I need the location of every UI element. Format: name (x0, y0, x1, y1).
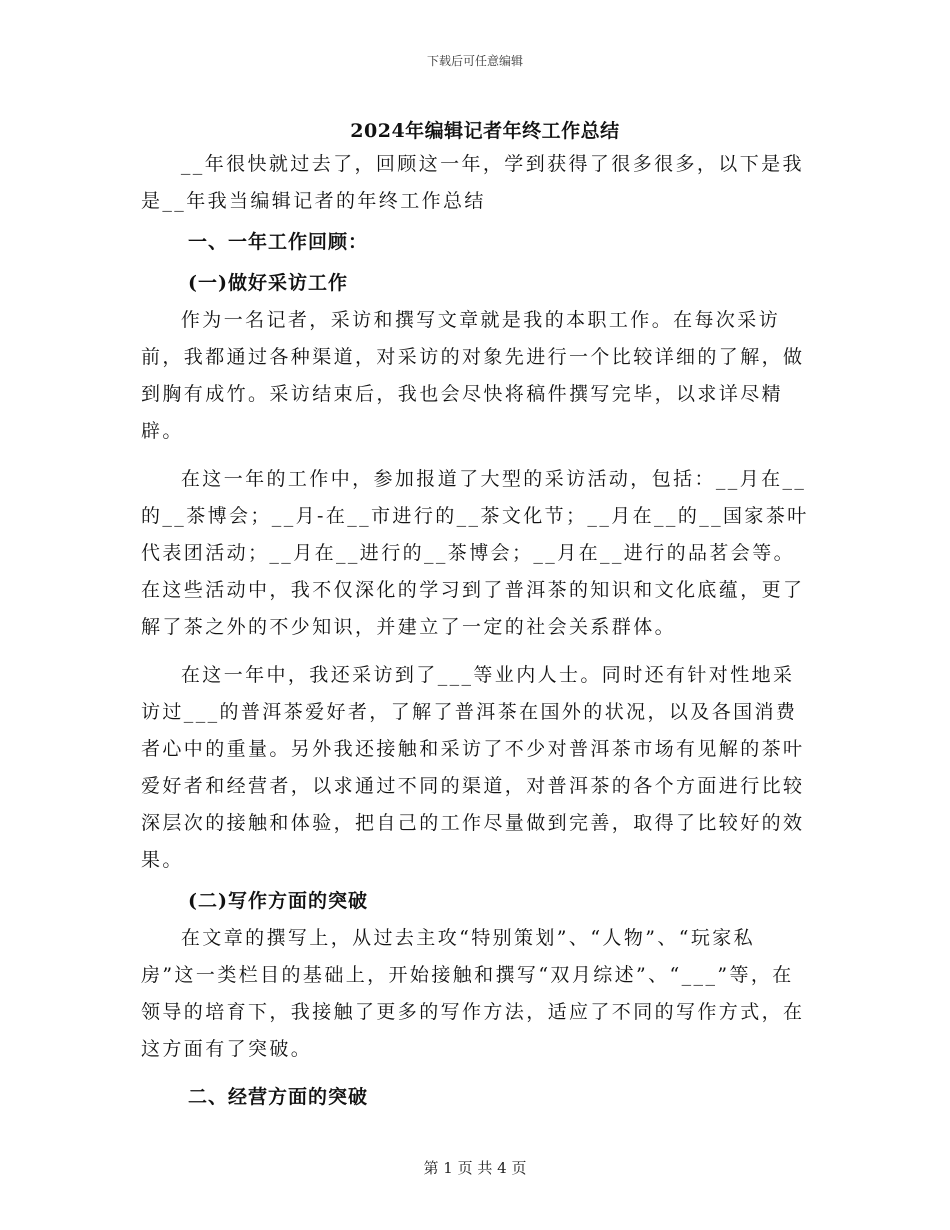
section-heading-2: 二、经营方面的突破 (188, 1086, 369, 1108)
intro-paragraph: __年很快就过去了，回顾这一年，学到获得了很多很多，以下是我是__年我当编辑记者的年终工作总结 (141, 153, 804, 212)
document-body (141, 146, 809, 1116)
paragraph-writing: 在文章的撰写上，从过去主攻“特别策划”、“人物”、“玩家私房”这一类栏目的基础上，开始接触和撰写“双月综述”、“___”等，在领导的培育下，我接触了更多的写作方法，适应了不同的写作方式，在这方面有了突破。 (141, 927, 805, 1060)
paragraph-interviewees: 在这一年中，我还采访到了___等业内人士。同时还有针对性地采访过___的普洱茶爱好者，了解了普洱茶在国外的状况，以及各国消费者心中的重量。另外我还接触和采访了不少对普洱茶市场有见解的茶叶爱好者和经营者，以求通过不同的渠道，对普洱茶的各个方面进行比较深层次的接触和体验，把自己的工作尽量做到完善，取得了比较好的效果。 (141, 664, 805, 871)
paragraph-interview-work: 作为一名记者，采访和撰写文章就是我的本职工作。在每次采访前，我都通过各种渠道，对采访的对象先进行一个比较详细的了解，做到胸有成竹。采访结束后，我也会尽快将稿件撰写完毕，以求详尽精辟。 (141, 309, 805, 442)
section-heading-1: 一、一年工作回顾： (188, 231, 369, 253)
subsection-heading-1: (一)做好采访工作 (188, 272, 348, 294)
page-header-note: 下载后可任意编辑 (426, 54, 523, 68)
page-footer-number: 第 1 页 共 4 页 (423, 1159, 527, 1177)
document-title: 2024年编辑记者年终工作总结 (350, 120, 620, 142)
subsection-heading-2: (二)写作方面的突破 (188, 890, 368, 912)
paragraph-activities: 在这一年的工作中，参加报道了大型的采访活动，包括：__月在__的__茶博会；__月-在__市进行的__茶文化节；__月在__的__国家茶叶代表团活动；__月在__进行的__茶博会；__月在__进行的品茗会等。在这些活动中，我不仅深化的学习到了普洱茶的知识和文化底蕴，更了解了茶之外的不少知识，并建立了一定的社会关系群体。 (141, 468, 809, 638)
